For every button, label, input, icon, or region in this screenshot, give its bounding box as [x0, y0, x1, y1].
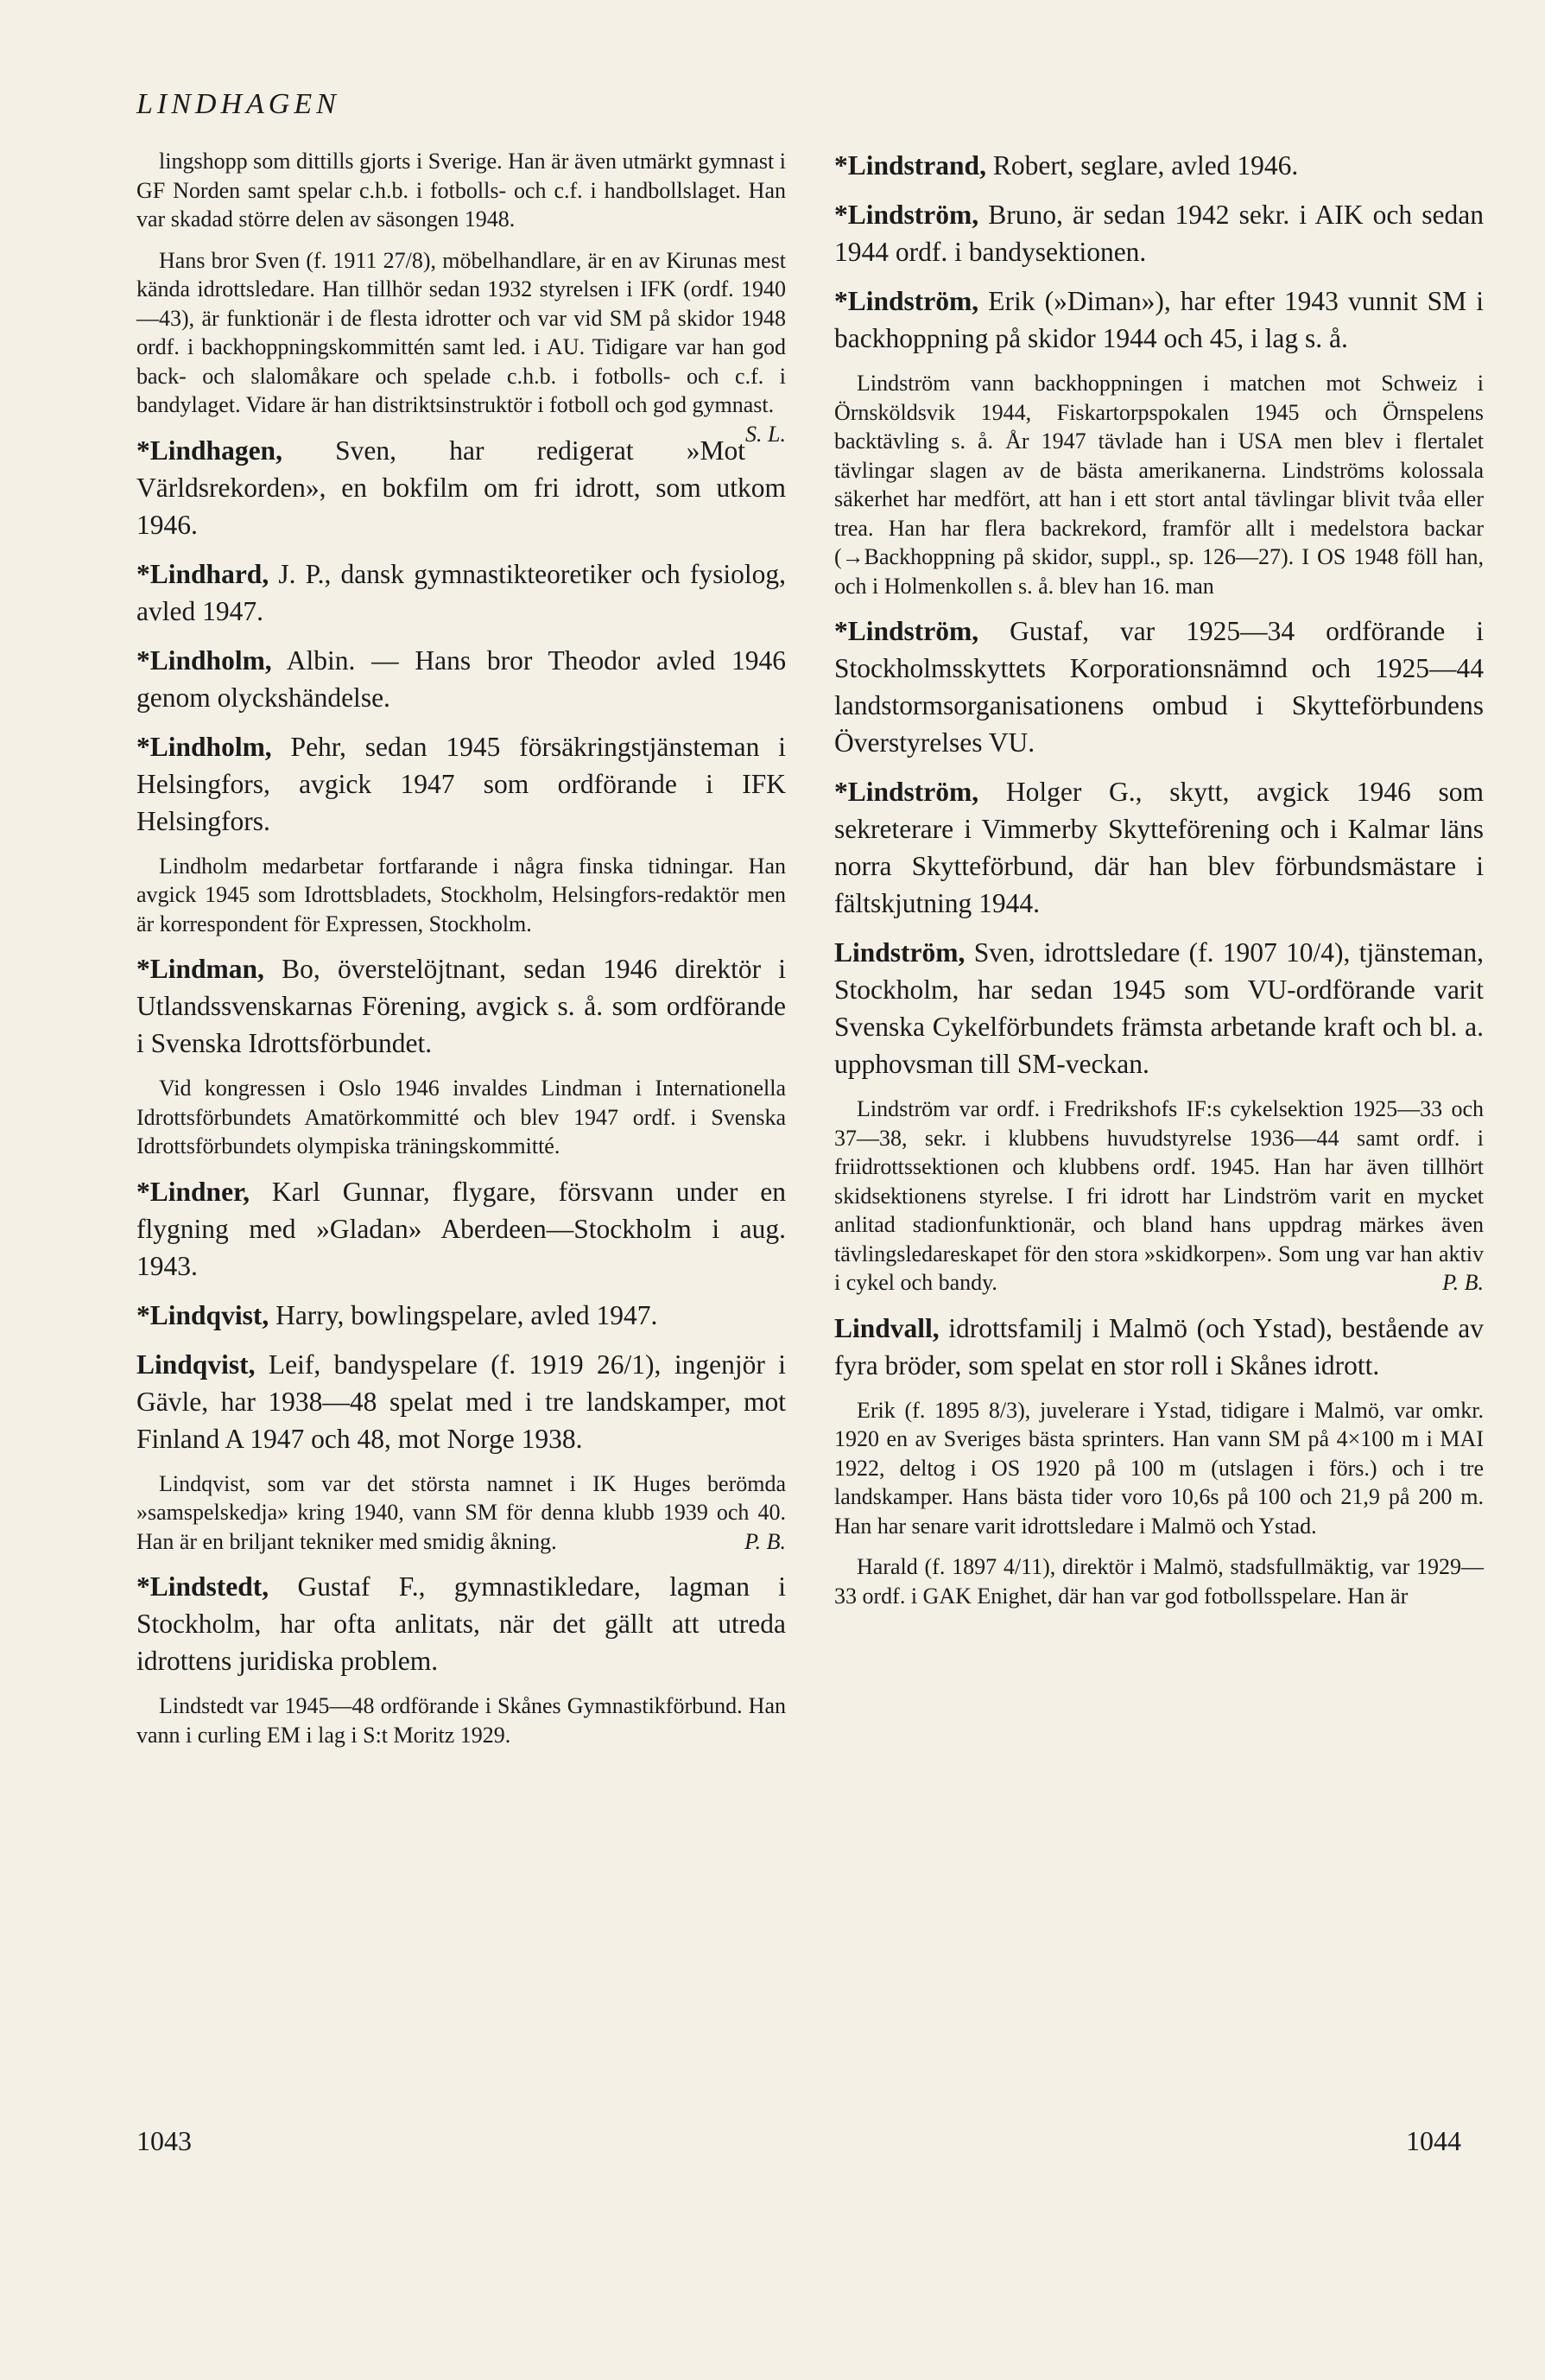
- entry-text: Harry, bowlingspelare, avled 1947.: [275, 1299, 658, 1330]
- entry-headword: *Lindqvist,: [136, 1299, 269, 1330]
- dictionary-entry: [136, 432, 786, 543]
- dictionary-entry: [136, 1568, 786, 1679]
- dictionary-entry: [834, 282, 1484, 357]
- entry-text: lingshopp som dittills gjorts i Sverige. Han är även utmärkt gymnast i GF Norden samt spelar c.h.b. i fotbolls- och c.f. i handbollslaget. Han var skadad större delen av säsongen 1948.: [136, 149, 786, 232]
- entry-headword: *Lindman,: [136, 954, 264, 984]
- running-head: LINDHAGEN: [136, 88, 340, 120]
- author-signature: P. B.: [1442, 1270, 1484, 1295]
- entry-text: Pehr, sedan 1945 försäkringstjänsteman i Helsingfors, avgick 1947 som ordförande i IFK Helsingfors.: [136, 731, 786, 836]
- dictionary-entry: [136, 555, 786, 630]
- dictionary-entry: [834, 147, 1484, 184]
- entry-text: Albin. — Hans bror Theodor avled 1946 genom olyckshändelse.: [136, 644, 787, 713]
- left-column: [136, 147, 786, 1761]
- entry-text: Erik (f. 1895 8/3), juvelerare i Ystad, tidigare i Malmö, var omkr. 1920 en av Sveriges bästa sprinters. Han vann SM på 4×100 m i MAI 1922, deltog i OS 1920 på 100 m (utslagen i förs.) och i tre landskamper. Hans bästa tider voro 10,6s på 100 och 21,9 på 200 m. Han har senare varit idrottsledare i Malmö och Ystad.: [834, 1397, 1484, 1539]
- right-column: [834, 147, 1484, 1622]
- entry-headword: *Lindström,: [834, 777, 979, 807]
- dictionary-entry: [136, 1346, 786, 1457]
- entry-headword: *Lindner,: [136, 1176, 250, 1207]
- dictionary-entry: [834, 934, 1484, 1082]
- entry-paragraph: [136, 246, 786, 447]
- dictionary-entry: [834, 773, 1484, 922]
- entry-text: Robert, seglare, avled 1946.: [992, 150, 1299, 181]
- page-number-right: 1044: [1406, 2125, 1461, 2156]
- dictionary-entry: [136, 642, 786, 716]
- entry-text: Lindqvist, som var det största namnet i IK Huges berömda »samspelskedja» kring 1940, vann SM för denna klubb 1939 och 40. Han är en briljant tekniker med smidig åkning.: [136, 1470, 786, 1554]
- entry-text: Leif, bandyspelare (f. 1919 26/1), ingenjör i Gävle, har 1938—48 spelat med i tre landskamper, mot Finland A 1947 och 48, mot Norge 1938.: [136, 1349, 787, 1454]
- entry-headword: *Lindstedt,: [136, 1571, 269, 1602]
- dictionary-entry: [834, 196, 1484, 270]
- author-signature: S. L.: [745, 421, 786, 447]
- entry-text: Holger G., skytt, avgick 1946 som sekreterare i Vimmerby Skytteförening och i Kalmar läns norra Skytteförbund, där han blev förbundsmästare i fältskjutning 1944.: [834, 777, 1484, 918]
- entry-headword: *Lindhard,: [136, 558, 269, 589]
- entry-text: Karl Gunnar, flygare, försvann under en flygning med »Gladan» Aberdeen—Stockholm i aug. 1943.: [136, 1176, 787, 1281]
- entry-headword: *Lindhagen,: [136, 435, 282, 466]
- page-number-left: 1043: [136, 2125, 192, 2156]
- entry-text: Erik (»Diman»), har efter 1943 vunnit SM i backhoppning på skidor 1944 och 45, i lag s. å.: [834, 286, 1484, 353]
- dictionary-entry: [834, 1310, 1484, 1384]
- entry-text: Bo, överstelöjtnant, sedan 1946 direktör i Utlandssvenskarnas Förening, avgick s. å. som ordförande i Svenska Idrottsförbundet.: [136, 954, 787, 1058]
- entry-headword: Lindström,: [834, 937, 966, 968]
- entry-text: Gustaf, var 1925—34 ordförande i Stockholmsskyttets Korporationsnämnd och 1925—44 landstormsorganisationens ombud i Skytteförbundens Överstyrelses VU.: [834, 616, 1484, 758]
- entry-paragraph: [136, 852, 786, 939]
- entry-paragraph: [834, 369, 1484, 600]
- dictionary-entry: [136, 1297, 786, 1334]
- entry-paragraph: [136, 1074, 786, 1161]
- entry-paragraph: [834, 1095, 1484, 1298]
- dictionary-entry: [136, 728, 786, 840]
- entry-headword: Lindqvist,: [136, 1349, 256, 1380]
- dictionary-entry: [136, 950, 786, 1062]
- entry-headword: *Lindström,: [834, 616, 979, 646]
- entry-text: Harald (f. 1897 4/11), direktör i Malmö, stadsfullmäktig, var 1929—33 ordf. i GAK Enighet, där han var god fotbollsspelare. Han är: [834, 1554, 1484, 1609]
- entry-paragraph: [834, 1552, 1484, 1610]
- entry-headword: *Lindholm,: [136, 731, 272, 762]
- entry-headword: *Lindström,: [834, 200, 979, 230]
- entry-text: Lindström var ordf. i Fredrikshofs IF:s cykelsektion 1925—33 och 37—38, sekr. i klubbens huvudstyrelse 1936—44 samt ordf. i friidrottssektionen och klubbens ordf. 1945. Han har även tillhört skidsektionens styrelse. I fri idrott har Lindström varit en mycket anlitad stadionfunktionär, och bland hans uppdrag märkes även tävlingsledareskapet för den stora »skidkorpen». Som ung var han aktiv i cykel och bandy.: [834, 1096, 1484, 1295]
- entry-headword: Lindvall,: [834, 1312, 940, 1343]
- entry-headword: *Lindholm,: [136, 644, 272, 676]
- entry-paragraph: [834, 1396, 1484, 1541]
- dictionary-entry: [834, 612, 1484, 761]
- entry-text: idrottsfamilj i Malmö (och Ystad), bestående av fyra bröder, som spelat en stor roll i Skånes idrott.: [834, 1312, 1484, 1380]
- entry-text: Sven, idrottsledare (f. 1907 10/4), tjänsteman, Stockholm, har sedan 1945 som VU-ordförande varit Svenska Cykelförbundets främsta arbetande kraft och bl. a. upphovsman till SM-veckan.: [834, 937, 1485, 1079]
- entry-headword: *Lindström,: [834, 286, 979, 316]
- dictionary-entry: [136, 1173, 786, 1285]
- entry-text: Sven, har redigerat »Mot Världsrekorden», en bokfilm om fri idrott, som utkom 1946.: [136, 435, 786, 540]
- entry-text: Lindström vann backhoppningen i matchen mot Schweiz i Örnsköldsvik 1944, Fiskartorpspokalen 1945 och Örnspelens backtävling s. å. År 1947 tävlade han i USA men blev i flertalet tävlingar slagen av de bästa amerikanerna. Lindströms kolossala säkerhet har medfört, att han i ett stort antal tävlingar blivit tvåa eller trea. Han har flera backrekord, framför allt i medelstora backar (→Backhoppning på skidor, suppl., sp. 126—27). I OS 1948 föll han, och i Holmenkollen s. å. blev han 16. man: [834, 371, 1484, 599]
- author-signature: P. B.: [744, 1528, 786, 1554]
- entry-text: Vid kongressen i Oslo 1946 invaldes Lindman i Internationella Idrottsförbundets Amatörkommitté och blev 1947 ordf. i Svenska Idrottsförbundets olympiska träningskommitté.: [136, 1076, 786, 1158]
- entry-text: Hans bror Sven (f. 1911 27/8), möbelhandlare, är en av Kirunas mest kända idrottsledare. Han tillhör sedan 1932 styrelsen i IFK (ordf. 1940—43), är funktionär i de flesta idrotter och var vid SM på skidor 1948 ordf. i backhoppningskommittén samt led. i AU. Tidigare var han god back- och slalomåkare och spelade c.h.b. i fotbolls- och c.f. i bandylaget. Vidare är han distriktsinstruktör i fotboll och god gymnast.: [136, 247, 786, 417]
- entry-text: Gustaf F., gymnastikledare, lagman i Stockholm, har ofta anlitats, när det gällt att utreda idrottens juridiska problem.: [136, 1571, 787, 1676]
- entry-text: Bruno, är sedan 1942 sekr. i AIK och sedan 1944 ordf. i bandysektionen.: [834, 200, 1485, 267]
- entry-paragraph: [136, 147, 786, 234]
- entry-headword: *Lindstrand,: [834, 150, 986, 181]
- entry-text: J. P., dansk gymnastikteoretiker och fysiolog, avled 1947.: [136, 558, 787, 626]
- entry-text: Lindstedt var 1945—48 ordförande i Skånes Gymnastikförbund. Han vann i curling EM i lag i S:t Moritz 1929.: [136, 1693, 786, 1748]
- entry-text: Lindholm medarbetar fortfarande i några finska tidningar. Han avgick 1945 som Idrottsbladets, Stockholm, Helsingfors-redaktör men är korrespondent för Expressen, Stockholm.: [136, 853, 786, 936]
- entry-paragraph: [136, 1691, 786, 1749]
- entry-paragraph: [136, 1469, 786, 1557]
